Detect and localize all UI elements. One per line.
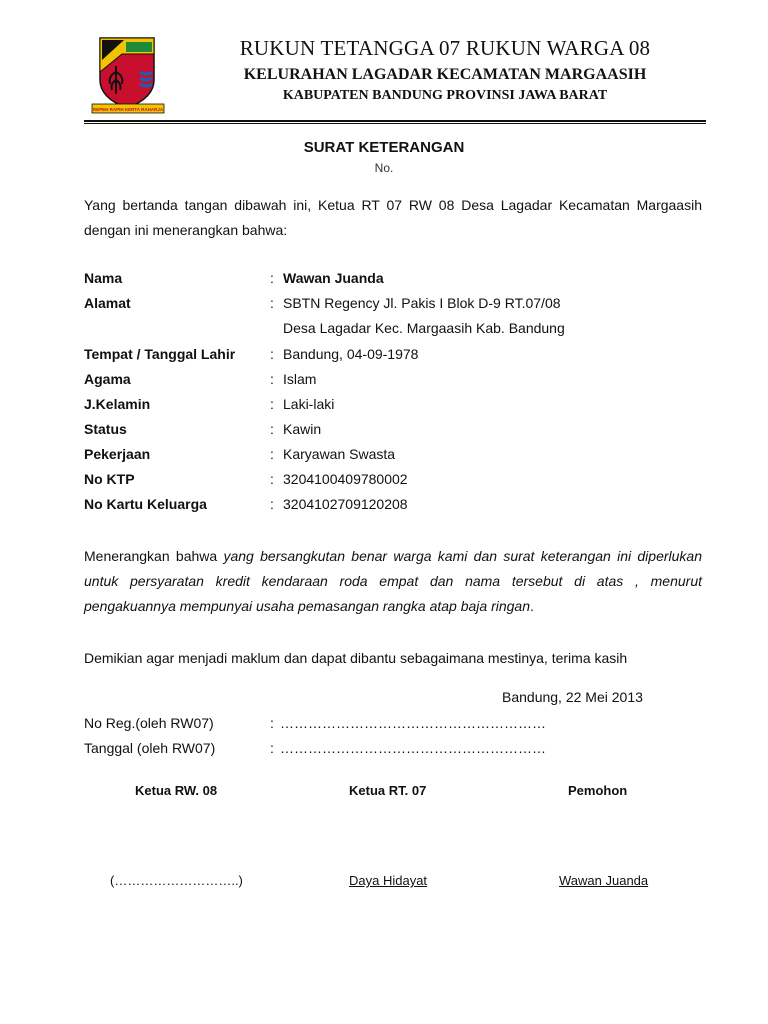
statement-end: .	[530, 598, 534, 614]
reg-row-date: Tanggal (oleh RW07) : …………………………………………………	[84, 740, 546, 756]
field-row-status: Status : Kawin	[84, 421, 322, 437]
statement-paragraph	[84, 544, 702, 619]
statement-italic: yang bersangkutan benar warga kami dan surat keterangan ini diperlukan untuk persyaratan kredit kendaraan roda empat dan nama tersebut di atas , menurut pengakuannya mempunyai usaha pemasangan rangka atap baja ringan	[84, 548, 702, 614]
regency-logo	[82, 32, 174, 116]
place-date: Bandung, 22 Mei 2013	[502, 689, 643, 705]
field-label: Agama	[84, 371, 131, 387]
field-row-kelamin: J.Kelamin : Laki-laki	[84, 396, 335, 412]
letterhead-rule-thin	[84, 123, 706, 124]
signature-title-rw: Ketua RW. 08	[135, 783, 218, 798]
field-row-pekerjaan: Pekerjaan : Karyawan Swasta	[84, 446, 396, 462]
letterhead-rule-thick	[84, 120, 706, 122]
letterhead-kabupaten: KABUPATEN BANDUNG PROVINSI JAWA BARAT	[282, 88, 608, 103]
signature-name-rw: (………………………..)	[110, 873, 243, 888]
field-label: Tempat / Tanggal Lahir	[84, 346, 236, 362]
reg-row-number: No Reg.(oleh RW07) : …………………………………………………	[84, 715, 546, 731]
field-value: 3204100409780002	[283, 471, 408, 487]
field-label: No KTP	[84, 471, 135, 487]
letterhead-kelurahan: KELURAHAN LAGADAR KECAMATAN MARGAASIH	[243, 66, 647, 83]
field-row-agama: Agama : Islam	[84, 371, 317, 387]
field-value: Islam	[283, 371, 317, 387]
field-value: Bandung, 04-09-1978	[283, 346, 419, 362]
closing-paragraph: Demikian agar menjadi maklum dan dapat dibantu sebagaimana mestinya, terima kasih	[84, 650, 628, 666]
field-label: Alamat	[84, 295, 131, 311]
field-row-ttl: Tempat / Tanggal Lahir : Bandung, 04-09-1978	[84, 346, 419, 362]
field-value: Kawin	[283, 421, 322, 437]
reg-label: No Reg.(oleh RW07)	[84, 715, 214, 731]
signature-name-rt: Daya Hidayat	[349, 873, 428, 888]
statement-lead: Menerangkan bahwa	[84, 548, 218, 564]
field-label: J.Kelamin	[84, 396, 151, 412]
field-row-alamat-cont	[84, 320, 704, 342]
field-row-kk: No Kartu Keluarga : 3204102709120208	[84, 496, 408, 512]
signature-title-rt: Ketua RT. 07	[349, 783, 427, 798]
letter-number: No.	[374, 161, 394, 175]
field-label: No Kartu Keluarga	[84, 496, 207, 512]
reg-label: Tanggal (oleh RW07)	[84, 740, 216, 756]
reg-value: …………………………………………………	[280, 740, 546, 756]
field-label: Nama	[84, 270, 123, 286]
letterhead-rt-rw: RUKUN TETANGGA 07 RUKUN WARGA 08	[239, 36, 651, 60]
field-row-ktp: No KTP : 3204100409780002	[84, 471, 408, 487]
field-value: Laki-laki	[283, 396, 335, 412]
field-value: Karyawan Swasta	[283, 446, 396, 462]
logo-motto-text: REPEH RAPIH KERTA RAHARJA	[92, 107, 164, 112]
letter-title: SURAT KETERANGAN	[303, 139, 465, 156]
intro-paragraph: Yang bertanda tangan dibawah ini, Ketua RT 07 RW 08 Desa Lagadar Kecamatan Margaasih dengan ini menerangkan bahwa:	[84, 197, 702, 238]
signature-title-applicant: Pemohon	[568, 783, 628, 798]
field-value: Desa Lagadar Kec. Margaasih Kab. Bandung	[283, 320, 565, 336]
reg-value: …………………………………………………	[280, 715, 546, 731]
field-row-nama: Nama : Wawan Juanda	[84, 270, 384, 286]
field-value: 3204102709120208	[283, 496, 408, 512]
field-row-alamat: Alamat : SBTN Regency Jl. Pakis I Blok D-9 RT.07/08	[84, 295, 561, 311]
field-label: Status	[84, 421, 127, 437]
field-label: Pekerjaan	[84, 446, 151, 462]
field-value: Wawan Juanda	[283, 270, 384, 286]
field-value: SBTN Regency Jl. Pakis I Blok D-9 RT.07/08	[283, 295, 561, 311]
signature-name-applicant: Wawan Juanda	[559, 873, 649, 888]
